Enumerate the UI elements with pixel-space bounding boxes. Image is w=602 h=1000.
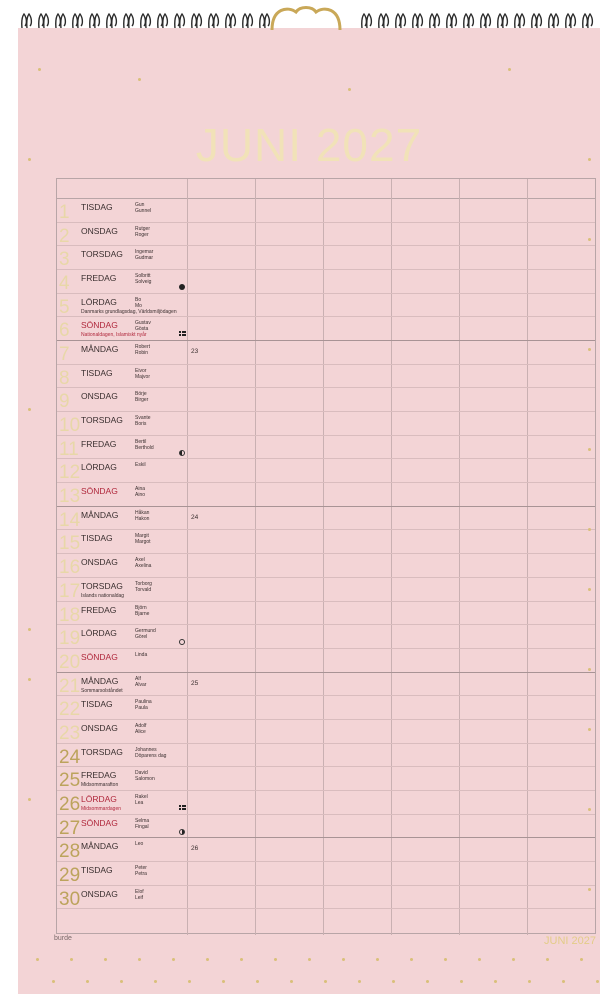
day-number: 1: [59, 202, 70, 223]
weekday-label: SÖNDAG: [81, 651, 118, 662]
week-number: 25: [191, 679, 199, 687]
weekday-label: TISDAG: [81, 699, 113, 710]
gold-dot-decoration: [588, 728, 591, 731]
weekday-label: MÅNDAG: [81, 344, 119, 355]
day-row[interactable]: [57, 459, 595, 483]
day-number: 6: [59, 320, 70, 342]
day-number: 11: [59, 438, 79, 460]
day-number: 23: [59, 722, 81, 744]
day-row[interactable]: [57, 388, 595, 412]
day-row[interactable]: [57, 412, 595, 436]
day-row[interactable]: [57, 341, 595, 365]
gold-dot-decoration: [70, 958, 73, 961]
gold-dot-decoration: [222, 980, 225, 983]
holiday-note: Nationaldagen, Islamiskt nyår: [81, 332, 147, 339]
weekday-label: LÖRDAG: [81, 793, 117, 804]
day-number: 19: [59, 628, 81, 650]
weekday-label: LÖRDAG: [81, 628, 117, 639]
day-row[interactable]: [57, 436, 595, 460]
gold-dot-decoration: [290, 980, 293, 983]
swedish-flag-icon: [179, 805, 186, 810]
weekday-label: FREDAG: [81, 273, 117, 284]
day-number: 16: [59, 557, 81, 579]
weekday-label: TORSDAG: [81, 746, 123, 757]
day-row[interactable]: [57, 365, 595, 389]
holiday-note: Sommarsolståndet: [81, 687, 123, 694]
hanger-hook-icon: [268, 2, 344, 32]
name-day: Eskil: [135, 462, 146, 469]
gold-dot-decoration: [138, 958, 141, 961]
gold-dot-decoration: [28, 798, 31, 801]
day-number: 17: [59, 580, 81, 602]
day-number: 24: [59, 746, 81, 768]
name-day: Gun Gunnel: [135, 202, 152, 214]
gold-dot-decoration: [206, 958, 209, 961]
day-row[interactable]: [57, 294, 595, 318]
day-number: 30: [59, 888, 81, 910]
weekday-label: ONSDAG: [81, 888, 118, 899]
day-number: 7: [59, 344, 70, 366]
last-quarter-moon-icon: [179, 450, 185, 456]
name-day: David Salomon: [135, 770, 155, 783]
weekday-label: FREDAG: [81, 438, 117, 449]
gold-dot-decoration: [426, 980, 429, 983]
gold-dot-decoration: [410, 958, 413, 961]
gold-dot-decoration: [588, 808, 591, 811]
holiday-note: Midsommarafton: [81, 782, 119, 789]
name-day: Bertil Berthold: [135, 438, 154, 451]
weekday-label: FREDAG: [81, 604, 117, 615]
weekday-label: TORSDAG: [81, 580, 123, 591]
gold-dot-decoration: [28, 628, 31, 631]
name-day: Ingemar Gudmar: [135, 249, 154, 262]
gold-dot-decoration: [596, 980, 599, 983]
weekday-label: SÖNDAG: [81, 486, 118, 497]
gold-dot-decoration: [588, 668, 591, 671]
day-row[interactable]: [57, 791, 595, 815]
gold-dot-decoration: [154, 980, 157, 983]
name-day: Aina Aino: [135, 486, 146, 499]
gold-dot-decoration: [138, 78, 141, 81]
day-number: 14: [59, 509, 81, 531]
name-day: Margit Margot: [135, 533, 151, 546]
gold-dot-decoration: [28, 158, 31, 161]
day-number: 21: [59, 675, 81, 697]
day-row[interactable]: [57, 862, 595, 886]
weekday-label: TISDAG: [81, 864, 113, 875]
gold-dot-decoration: [172, 958, 175, 961]
day-number: 4: [59, 273, 70, 295]
name-day: Adolf Alice: [135, 722, 147, 735]
day-number: 12: [59, 462, 81, 484]
name-day: Johannes Döparens dag: [135, 746, 167, 759]
weekday-label: TISDAG: [81, 202, 113, 212]
day-number: 5: [59, 296, 70, 318]
name-day: Gustav Gösta: [135, 320, 151, 333]
name-day: Robert Robin: [135, 344, 151, 357]
day-row[interactable]: [57, 246, 595, 270]
gold-dot-decoration: [562, 980, 565, 983]
first-quarter-moon-icon: [179, 829, 185, 835]
gold-dot-decoration: [508, 68, 511, 71]
day-row[interactable]: [57, 838, 595, 862]
full-moon-icon: [179, 284, 185, 290]
weekday-label: LÖRDAG: [81, 296, 117, 307]
grid-header-row: [57, 179, 595, 199]
weekday-label: ONSDAG: [81, 722, 118, 733]
gold-dot-decoration: [36, 958, 39, 961]
day-number: 15: [59, 533, 81, 555]
holiday-note: Danmarks grundlagsdag, Världsmiljödagen: [81, 308, 177, 315]
name-day: Germund Görel: [135, 628, 156, 641]
gold-dot-decoration: [392, 980, 395, 983]
gold-dot-decoration: [460, 980, 463, 983]
gold-dot-decoration: [188, 980, 191, 983]
day-number: 28: [59, 841, 81, 863]
weekday-label: MÅNDAG: [81, 509, 119, 520]
weekday-label: MÅNDAG: [81, 841, 119, 852]
day-number: 25: [59, 770, 81, 792]
name-day: Elof Leif: [135, 888, 144, 901]
name-day: Paulina Paula: [135, 699, 152, 712]
gold-dot-decoration: [86, 980, 89, 983]
day-row[interactable]: [57, 483, 595, 507]
gold-dot-decoration: [588, 448, 591, 451]
day-number: 10: [59, 415, 81, 437]
name-day: Svante Boris: [135, 415, 151, 428]
footer-title: JUNI 2027: [544, 935, 596, 947]
calendar-grid: [56, 178, 596, 934]
gold-dot-decoration: [478, 958, 481, 961]
weekday-label: ONSDAG: [81, 225, 118, 236]
day-row[interactable]: [57, 507, 595, 531]
day-row[interactable]: [57, 886, 595, 910]
gold-dot-decoration: [588, 528, 591, 531]
gold-dot-decoration: [28, 678, 31, 681]
name-day: Rakel Lea: [135, 793, 148, 806]
page-title: JUNI 2027: [195, 119, 423, 171]
gold-dot-decoration: [348, 88, 351, 91]
gold-dot-decoration: [580, 958, 583, 961]
day-row[interactable]: [57, 744, 595, 768]
swedish-flag-icon: [179, 331, 186, 336]
name-day: Peter Petra: [135, 864, 147, 877]
holiday-note: Midsommardagen: [81, 805, 122, 812]
day-number: 9: [59, 391, 70, 413]
day-row[interactable]: [57, 673, 595, 697]
name-day: Leo: [135, 841, 144, 848]
gold-dot-decoration: [546, 958, 549, 961]
name-day: Linda: [135, 651, 148, 658]
name-day: Björn Bjarne: [135, 604, 150, 617]
holiday-note: Islands nationaldag: [81, 592, 125, 599]
weekday-label: TORSDAG: [81, 415, 123, 426]
gold-dot-decoration: [588, 238, 591, 241]
name-day: Håkan Hakon: [135, 509, 150, 522]
day-row[interactable]: [57, 602, 595, 626]
week-number: 23: [191, 348, 199, 356]
name-day: Torborg Torvald: [135, 580, 152, 593]
day-row[interactable]: [57, 767, 595, 791]
weekday-label: FREDAG: [81, 770, 117, 781]
gold-dot-decoration: [376, 958, 379, 961]
day-row[interactable]: [57, 317, 595, 341]
gold-dot-decoration: [240, 958, 243, 961]
gold-dot-decoration: [342, 958, 345, 961]
weekday-label: TISDAG: [81, 367, 113, 378]
gold-dot-decoration: [588, 588, 591, 591]
day-number: 13: [59, 486, 81, 508]
gold-dot-decoration: [38, 68, 41, 71]
name-day: Bo Mo: [135, 296, 142, 309]
name-day: Axel Axelina: [135, 557, 152, 570]
day-row[interactable]: [57, 270, 595, 294]
weekday-label: ONSDAG: [81, 557, 118, 568]
gold-dot-decoration: [588, 158, 591, 161]
weekday-label: SÖNDAG: [81, 817, 118, 828]
day-row[interactable]: [57, 530, 595, 554]
name-day: Solbritt Solveig: [135, 273, 152, 286]
day-number: 26: [59, 793, 81, 815]
gold-dot-decoration: [120, 980, 123, 983]
gold-dot-decoration: [308, 958, 311, 961]
gold-dot-decoration: [52, 980, 55, 983]
day-row[interactable]: [57, 696, 595, 720]
name-day: Alf Alvar: [135, 675, 147, 688]
name-day: Eivor Majvor: [135, 367, 151, 380]
weekday-label: LÖRDAG: [81, 462, 117, 473]
day-row[interactable]: [57, 199, 595, 223]
day-row[interactable]: [57, 223, 595, 247]
name-day: Börje Birger: [135, 391, 149, 404]
day-row[interactable]: [57, 720, 595, 744]
brand-logo: burde: [54, 935, 72, 942]
week-number: 26: [191, 845, 199, 853]
day-number: 27: [59, 817, 81, 839]
gold-dot-decoration: [494, 980, 497, 983]
gold-dot-decoration: [324, 980, 327, 983]
name-day: Selma Fingal: [135, 817, 150, 830]
calendar-sheet: [18, 28, 600, 994]
day-row[interactable]: [57, 625, 595, 649]
gold-dot-decoration: [274, 958, 277, 961]
gold-dot-decoration: [512, 958, 515, 961]
weekday-label: ONSDAG: [81, 391, 118, 402]
weekday-label: TISDAG: [81, 533, 113, 544]
gold-dot-decoration: [528, 980, 531, 983]
gold-dot-decoration: [588, 888, 591, 891]
weekday-label: MÅNDAG: [81, 675, 119, 686]
day-number: 2: [59, 225, 70, 247]
day-row[interactable]: [57, 578, 595, 602]
day-number: 29: [59, 864, 81, 886]
week-number: 24: [191, 513, 199, 521]
day-number: 20: [59, 651, 81, 673]
day-row[interactable]: [57, 815, 595, 839]
new-moon-icon: [179, 639, 185, 645]
gold-dot-decoration: [104, 958, 107, 961]
gold-dot-decoration: [28, 408, 31, 411]
weekday-label: TORSDAG: [81, 249, 123, 260]
day-number: 22: [59, 699, 81, 721]
gold-dot-decoration: [358, 980, 361, 983]
day-row[interactable]: [57, 649, 595, 673]
day-number: 3: [59, 249, 70, 271]
day-row[interactable]: [57, 554, 595, 578]
weekday-label: SÖNDAG: [81, 320, 118, 331]
day-number: 8: [59, 367, 70, 389]
gold-dot-decoration: [256, 980, 259, 983]
gold-dot-decoration: [444, 958, 447, 961]
day-number: 18: [59, 604, 81, 626]
name-day: Rutger Roger: [135, 225, 151, 238]
gold-dot-decoration: [588, 348, 591, 351]
